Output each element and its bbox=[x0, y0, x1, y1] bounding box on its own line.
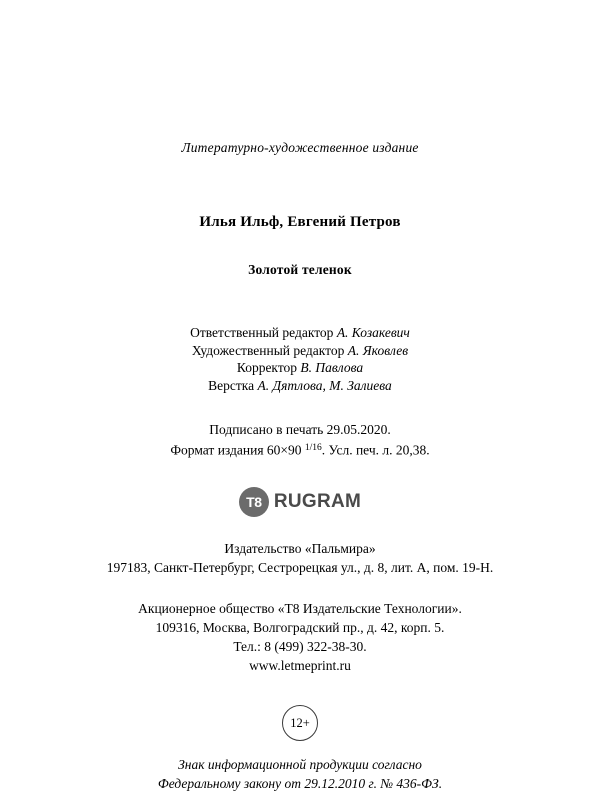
credit-row bbox=[190, 342, 410, 360]
t8-rugram-logo bbox=[239, 487, 361, 517]
legal-note-line: Федеральному закону от 29.12.2010 г. № 436-ФЗ. bbox=[157, 776, 443, 792]
credit-role: Художественный редактор bbox=[191, 342, 345, 358]
authors-line: Илья Ильф, Евгений Петров bbox=[199, 214, 401, 230]
company-website: www.letmeprint.ru bbox=[249, 658, 351, 674]
print-info-block bbox=[170, 420, 429, 459]
credit-person: А. Дятлова, М. Залиева bbox=[257, 377, 392, 393]
credit-row bbox=[190, 359, 410, 377]
credit-person: А. Яковлев bbox=[347, 342, 409, 358]
format-fraction: 1/16 bbox=[304, 443, 322, 453]
credit-role: Ответственный редактор bbox=[190, 325, 334, 340]
credits-block bbox=[190, 324, 410, 394]
publisher-logo bbox=[239, 487, 361, 517]
credit-role: Верстка bbox=[208, 377, 255, 393]
printing-company-block bbox=[138, 599, 462, 675]
publisher-address: 197183, Санкт-Петербург, Сестрорецкая ул., д. 8, лит. А, пом. 19-Н. bbox=[106, 560, 494, 576]
format-prefix: Формат издания 60×90 bbox=[170, 442, 305, 458]
edition-type-line: Литературно-художественное издание bbox=[181, 140, 419, 155]
print-date-line: Подписано в печать 29.05.2020. bbox=[209, 422, 391, 437]
age-rating-wrap bbox=[282, 705, 318, 741]
age-rating-badge: 12+ bbox=[282, 705, 318, 741]
publisher-name: Издательство «Пальмира» bbox=[224, 541, 376, 557]
company-address: 109316, Москва, Волгоградский пр., д. 42, корп. 5. bbox=[155, 620, 445, 636]
print-format-line bbox=[170, 439, 429, 459]
credit-person: В. Павлова bbox=[300, 360, 364, 375]
publisher-block bbox=[107, 539, 494, 577]
company-name: Акционерное общество «Т8 Издательские Технологии». bbox=[138, 601, 462, 617]
format-suffix: . Усл. печ. л. 20,38. bbox=[321, 442, 430, 458]
company-phone: Тел.: 8 (499) 322-38-30. bbox=[233, 639, 367, 655]
rugram-wordmark: RUGRAM bbox=[273, 491, 362, 513]
legal-note-line: Знак информационной продукции согласно bbox=[178, 757, 422, 773]
book-title: Золотой теленок bbox=[248, 262, 352, 277]
credit-role: Корректор bbox=[236, 360, 298, 375]
credit-person: А. Козакевич bbox=[336, 325, 410, 340]
credit-row bbox=[190, 377, 410, 395]
t8-badge-icon: T8 bbox=[239, 487, 269, 517]
legal-note-block bbox=[158, 755, 442, 793]
credit-row bbox=[190, 324, 410, 342]
